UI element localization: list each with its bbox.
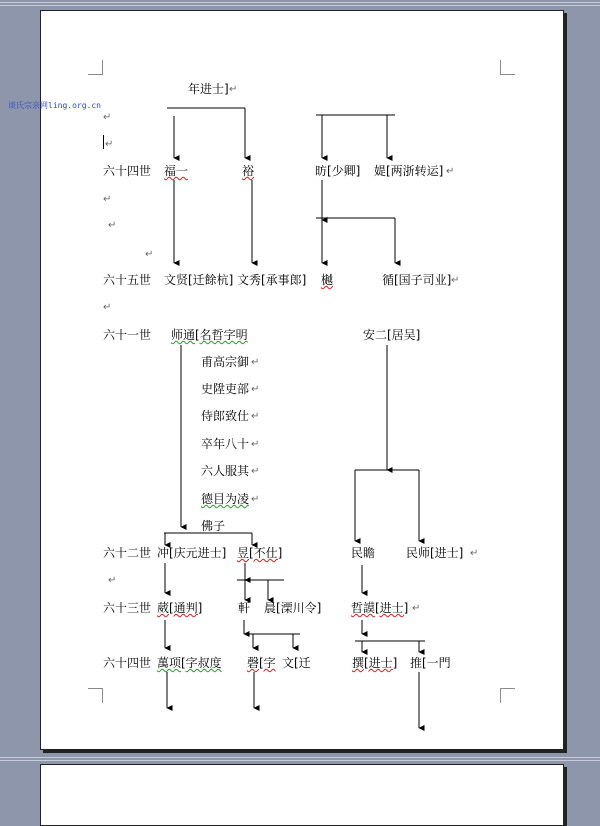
paragraph-mark: ↵: [103, 112, 112, 123]
paragraph-mark: ↵: [412, 603, 421, 614]
watermark: 谈氏宗亲网ling.org.cn: [8, 101, 101, 110]
person-shu: 樾: [321, 273, 334, 287]
paragraph-mark: ↵: [108, 575, 117, 586]
paragraph-mark: ↵: [470, 548, 479, 559]
paragraph-mark: ↵: [251, 439, 260, 450]
paragraph-mark: ↵: [103, 194, 112, 205]
generation-label-61: 六十一世: [103, 328, 152, 342]
biography-line-4: 卒年八十: [201, 437, 250, 451]
person-xun: 循[国子司业]: [382, 273, 452, 287]
person-fu-yi: 福一: [164, 164, 189, 178]
person-aner: 安二[居吴]: [363, 328, 421, 342]
paragraph-mark: ↵: [446, 166, 455, 177]
person-shitong: 师通[名哲字明: [171, 328, 248, 342]
paragraph-mark: ↵: [145, 249, 154, 260]
person-minzhan: 民瞻: [351, 546, 376, 560]
biography-line-1: 甫高宗御: [201, 355, 250, 369]
biography-line-6: 德目为凌: [201, 492, 250, 506]
person-chen: 晨[溧川令]: [264, 601, 322, 615]
person-zhuan: 撰[进士]: [352, 656, 398, 670]
paragraph-mark: ↵: [451, 275, 460, 286]
paragraph-mark: ↵: [251, 494, 260, 505]
generation-label-64: 六十四世: [103, 164, 152, 178]
person-xuan: 軒: [238, 601, 251, 615]
person-zhe: 哲謨[进士]: [351, 601, 409, 615]
paragraph-mark: ↵: [251, 411, 260, 422]
person-wanxiang: 萬项[字叔度: [157, 656, 222, 670]
paragraph-mark: ↵: [105, 139, 114, 150]
biography-line-2: 史陞吏部: [201, 382, 250, 396]
generation-label-65: 六十五世: [103, 273, 152, 287]
person-yu2: 昱[不仕]: [237, 546, 283, 560]
generation-label-62: 六十二世: [103, 546, 152, 560]
person-yu: 裕: [242, 164, 255, 178]
person-tui: 推[一門: [410, 656, 451, 670]
person-minshi: 民师[进士]: [406, 546, 464, 560]
person-qing: 磬[字: [247, 656, 276, 670]
person-zang: 葳[通判]: [157, 601, 203, 615]
person-wenqian: 文[迁: [282, 656, 311, 670]
label-jinshi-top: 年进士]: [188, 82, 229, 96]
person-fang: 昉[少卿]: [315, 164, 361, 178]
paragraph-mark: ↵: [251, 466, 260, 477]
paragraph-mark: ↵: [229, 84, 238, 95]
person-ti: 媞[两浙转运]: [374, 164, 444, 178]
person-wenxian: 文贤[迁餘杭]: [164, 273, 234, 287]
generation-label-63: 六十三世: [103, 601, 152, 615]
biography-line-3: 侍郎致仕: [201, 409, 250, 423]
person-chong: 冲[庆元进士]: [157, 546, 227, 560]
paragraph-mark: ↵: [108, 220, 117, 231]
paragraph-mark: ↵: [103, 302, 112, 313]
biography-line-5: 六人服其: [201, 464, 250, 478]
biography-line-7: 佛子: [201, 519, 226, 533]
generation-label-64-second: 六十四世: [103, 656, 152, 670]
paragraph-mark: ↵: [251, 384, 260, 395]
person-wenxiu: 文秀[承事郎]: [237, 273, 307, 287]
paragraph-mark: ↵: [251, 357, 260, 368]
